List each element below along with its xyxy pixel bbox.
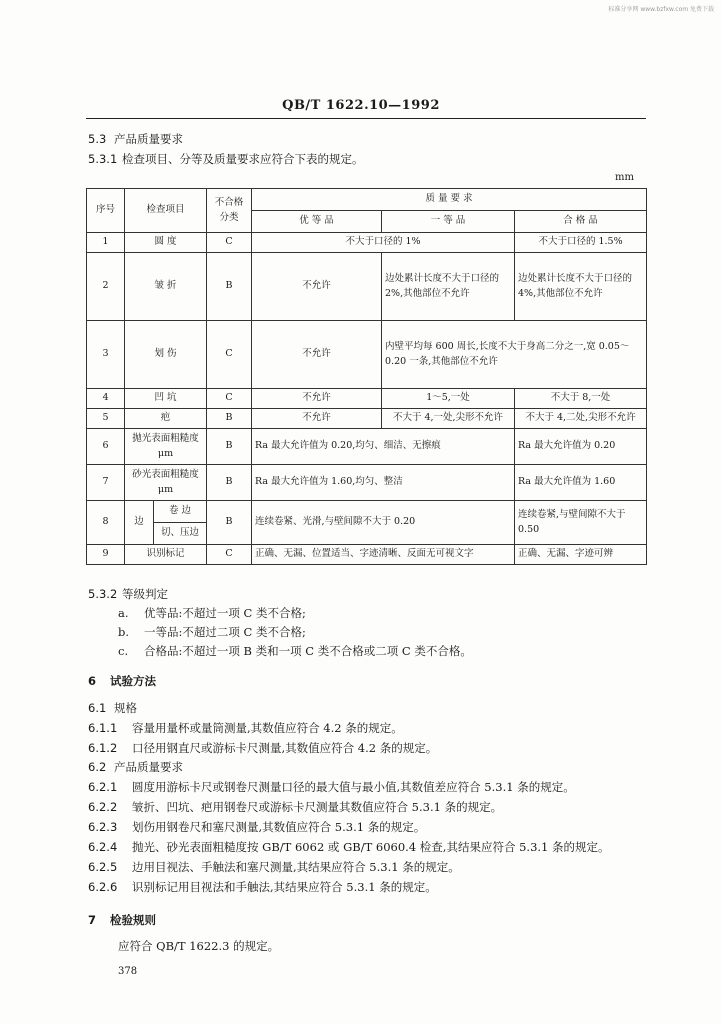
page-header: QB/T 1622.10—1992 — [282, 98, 440, 113]
table-row: 8 边 卷 边 B 连续卷紧、光滑,与壁间隙不大于 0.20 连续卷紧,与壁间隙不大于 0.50 — [87, 501, 647, 523]
section-6-1-2: 6.1.2 口径用钢直尺或游标卡尺测量,其数值应符合 4.2 条的规定。 — [88, 741, 438, 755]
page-number: 378 — [118, 966, 138, 977]
unit-label: mm — [615, 172, 634, 183]
section-6-2: 6.2 产品质量要求 — [88, 760, 183, 774]
table-row: 切、压边 — [87, 523, 647, 545]
section-6-2-6: 6.2.6 识别标记用目视法和手触法,其结果应符合 5.3.1 条的规定。 — [88, 880, 437, 894]
table-row: 9 识别标记 C 正确、无漏、位置适当、字迹清晰、反面无可视文字 正确、无漏、字迹可辨 — [87, 545, 647, 565]
table-row: 5 疤 B 不允许 不大于 4,一处,尖形不允许 不大于 4,二处,尖形不允许 — [87, 409, 647, 429]
header-excellent: 优 等 品 — [252, 211, 382, 233]
grade-a: a. 优等品:不超过一项 C 类不合格; — [118, 606, 306, 620]
table-row: 1 圆 度 C 不大于口径的 1% 不大于口径的 1.5% — [87, 233, 647, 253]
section-6-2-4: 6.2.4 抛光、砂光表面粗糙度按 GB/T 6062 或 GB/T 6060.4 检查,其结果应符合 5.3.1 条的规定。 — [88, 840, 610, 854]
section-6-2-3: 6.2.3 划伤用钢卷尺和塞尺测量,其数值应符合 5.3.1 条的规定。 — [88, 820, 426, 834]
section-7-text: 应符合 QB/T 1622.3 的规定。 — [118, 939, 280, 953]
watermark: 标准分享网 www.bzfxw.com 免费下载 — [608, 6, 714, 13]
header-seq: 序号 — [87, 189, 125, 233]
header-quality: 质 量 要 求 — [252, 189, 647, 211]
header-first: 一 等 品 — [382, 211, 515, 233]
section-7: 7 检验规则 — [88, 913, 156, 927]
header-item: 检查项目 — [125, 189, 207, 233]
quality-table — [86, 188, 647, 565]
table-row: 4 凹 坑 C 不允许 1～5,一处 不大于 8,一处 — [87, 389, 647, 409]
section-6-2-1: 6.2.1 圆度用游标卡尺或钢卷尺测量口径的最大值与最小值,其数值差应符合 5.3.1 条的规定。 — [88, 780, 575, 794]
header-class: 不合格 分类 — [207, 189, 252, 233]
section-6-1: 6.1 规格 — [88, 701, 137, 715]
section-6-2-5: 6.2.5 边用目视法、手触法和塞尺测量,其结果应符合 5.3.1 条的规定。 — [88, 860, 460, 874]
table-row: 6 抛光表面粗糙度 μm B Ra 最大允许值为 0.20,均匀、细洁、无擦痕 Ra 最大允许值为 0.20 — [87, 429, 647, 465]
table-row: 3 划 伤 C 不允许 内壁平均每 600 周长,长度不大于身高二分之一,宽 0.05～0.20 一条,其他部位不允许 — [87, 321, 647, 389]
section-6: 6 试验方法 — [88, 674, 156, 688]
table-header-row — [87, 189, 647, 211]
section-5-3: 5.3 产品质量要求 — [88, 132, 183, 146]
section-6-2-2: 6.2.2 皱折、凹坑、疤用钢卷尺或游标卡尺测量其数值应符合 5.3.1 条的规定。 — [88, 800, 503, 814]
section-5-3-1: 5.3.1 检查项目、分等及质量要求应符合下表的规定。 — [88, 152, 364, 166]
grade-c: c. 合格品:不超过一项 B 类和一项 C 类不合格或二项 C 类不合格。 — [118, 644, 472, 658]
section-5-3-2: 5.3.2 等级判定 — [88, 587, 168, 601]
header-rule — [86, 118, 646, 119]
table-row: 2 皱 折 B 不允许 边处累计长度不大于口径的 2%,其他部位不允许 边处累计长度不大于口径的 4%,其他部位不允许 — [87, 253, 647, 321]
section-6-1-1: 6.1.1 容量用量杯或量筒测量,其数值应符合 4.2 条的规定。 — [88, 721, 403, 735]
table-row: 7 砂光表面粗糙度 μm B Ra 最大允许值为 1.60,均匀、整洁 Ra 最大允许值为 1.60 — [87, 465, 647, 501]
header-qualified: 合 格 品 — [515, 211, 647, 233]
grade-b: b. 一等品:不超过二项 C 类不合格; — [118, 625, 306, 639]
